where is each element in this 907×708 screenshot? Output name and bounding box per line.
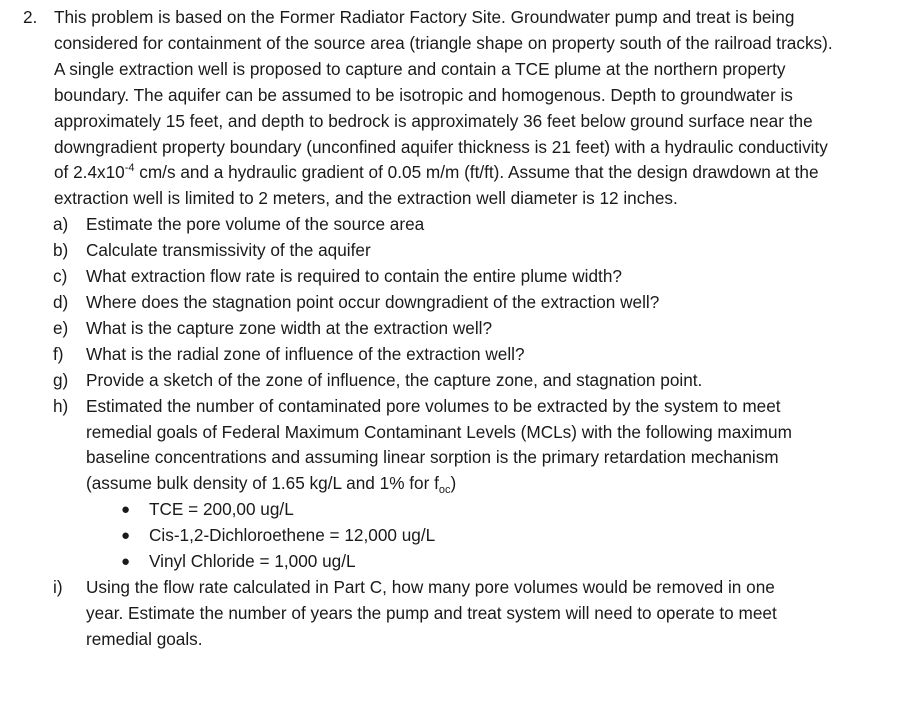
part-text: What is the capture zone width at the extraction well? [86,317,493,338]
part-text: What extraction flow rate is required to contain the entire plume width? [86,266,622,287]
part-text: What is the radial zone of influence of the extraction well? [86,343,525,364]
bullet-icon: ● [121,527,131,545]
part-label: h) [53,395,69,416]
part-label: a) [53,214,69,235]
part-i [23,575,811,653]
part-c [23,264,811,290]
part-e [23,316,811,342]
list-item-text: Vinyl Chloride = 1,000 ug/L [149,551,356,572]
question-parts-continued [23,575,903,653]
part-label: i) [53,576,63,597]
list-item-text: Cis-1,2-Dichloroethene = 12,000 ug/L [149,525,436,546]
concentration-list [23,497,903,575]
problem-stem [54,5,844,212]
part-b [23,238,811,264]
question-parts [23,212,903,497]
problem-number: 2. [23,7,38,27]
part-text: Calculate transmissivity of the aquifer [86,240,371,261]
list-item [23,549,903,575]
part-text: Where does the stagnation point occur downgradient of the extraction well? [86,291,660,312]
bullet-icon: ● [121,501,131,519]
part-label: f) [53,343,64,364]
part-text: Estimated the number of contaminated pore volumes to be extracted by the system to meet remedial goals of Federal Maximum Contaminant Levels (MCLs) with the following maximum baseline concentrations and assuming linear sorption is the primary retardation mechanism (assume bulk density of 1.65 kg/L and 1% for f [86,395,792,494]
stem-text-1: This problem is based on the Former Radiator Factory Site. Groundwater pump and treat is being considered for containment of the source area (triangle shape on property south of the railroad tracks). A single extraction well is proposed to capture and contain a TCE plume at the northern property boundary. The aquifer can be assumed to be isotropic and homogenous. Depth to groundwater is approximately 15 feet, and depth to bedrock is approximately 36 feet below ground surface near the downgradient property boundary (unconfined aquifer thickness is 21 feet) with a hydraulic conductivity of 2.4x10 [54,7,833,183]
part-text: Using the flow rate calculated in Part C, how many pore volumes would be removed in one year. Estimate the number of years the pump and treat system will need to operate to meet remedial goals. [86,576,777,649]
problem-2 [23,5,903,653]
bullet-icon: ● [121,553,131,571]
stem-text-2: cm/s and a hydraulic gradient of 0.05 m/m (ft/ft). Assume that the design drawdown at the extraction well is limited to 2 meters, and the extraction well diameter is 12 inches. [54,162,819,209]
part-f [23,342,811,368]
list-item-text: TCE = 200,00 ug/L [149,499,294,520]
part-text: Provide a sketch of the zone of influence, the capture zone, and stagnation point. [86,369,703,390]
list-item [23,523,903,549]
part-text: Estimate the pore volume of the source area [86,214,425,235]
part-g [23,368,811,394]
part-text-end: ) [450,473,457,494]
part-a [23,212,811,238]
part-label: e) [53,317,69,338]
part-label: b) [53,240,69,261]
list-item [23,497,903,523]
stem-exponent: -4 [124,162,135,175]
part-label: c) [53,266,68,287]
part-h [23,394,811,498]
part-label: d) [53,291,69,312]
part-d [23,290,811,316]
foc-subscript: oc [438,484,451,497]
part-label: g) [53,369,69,390]
